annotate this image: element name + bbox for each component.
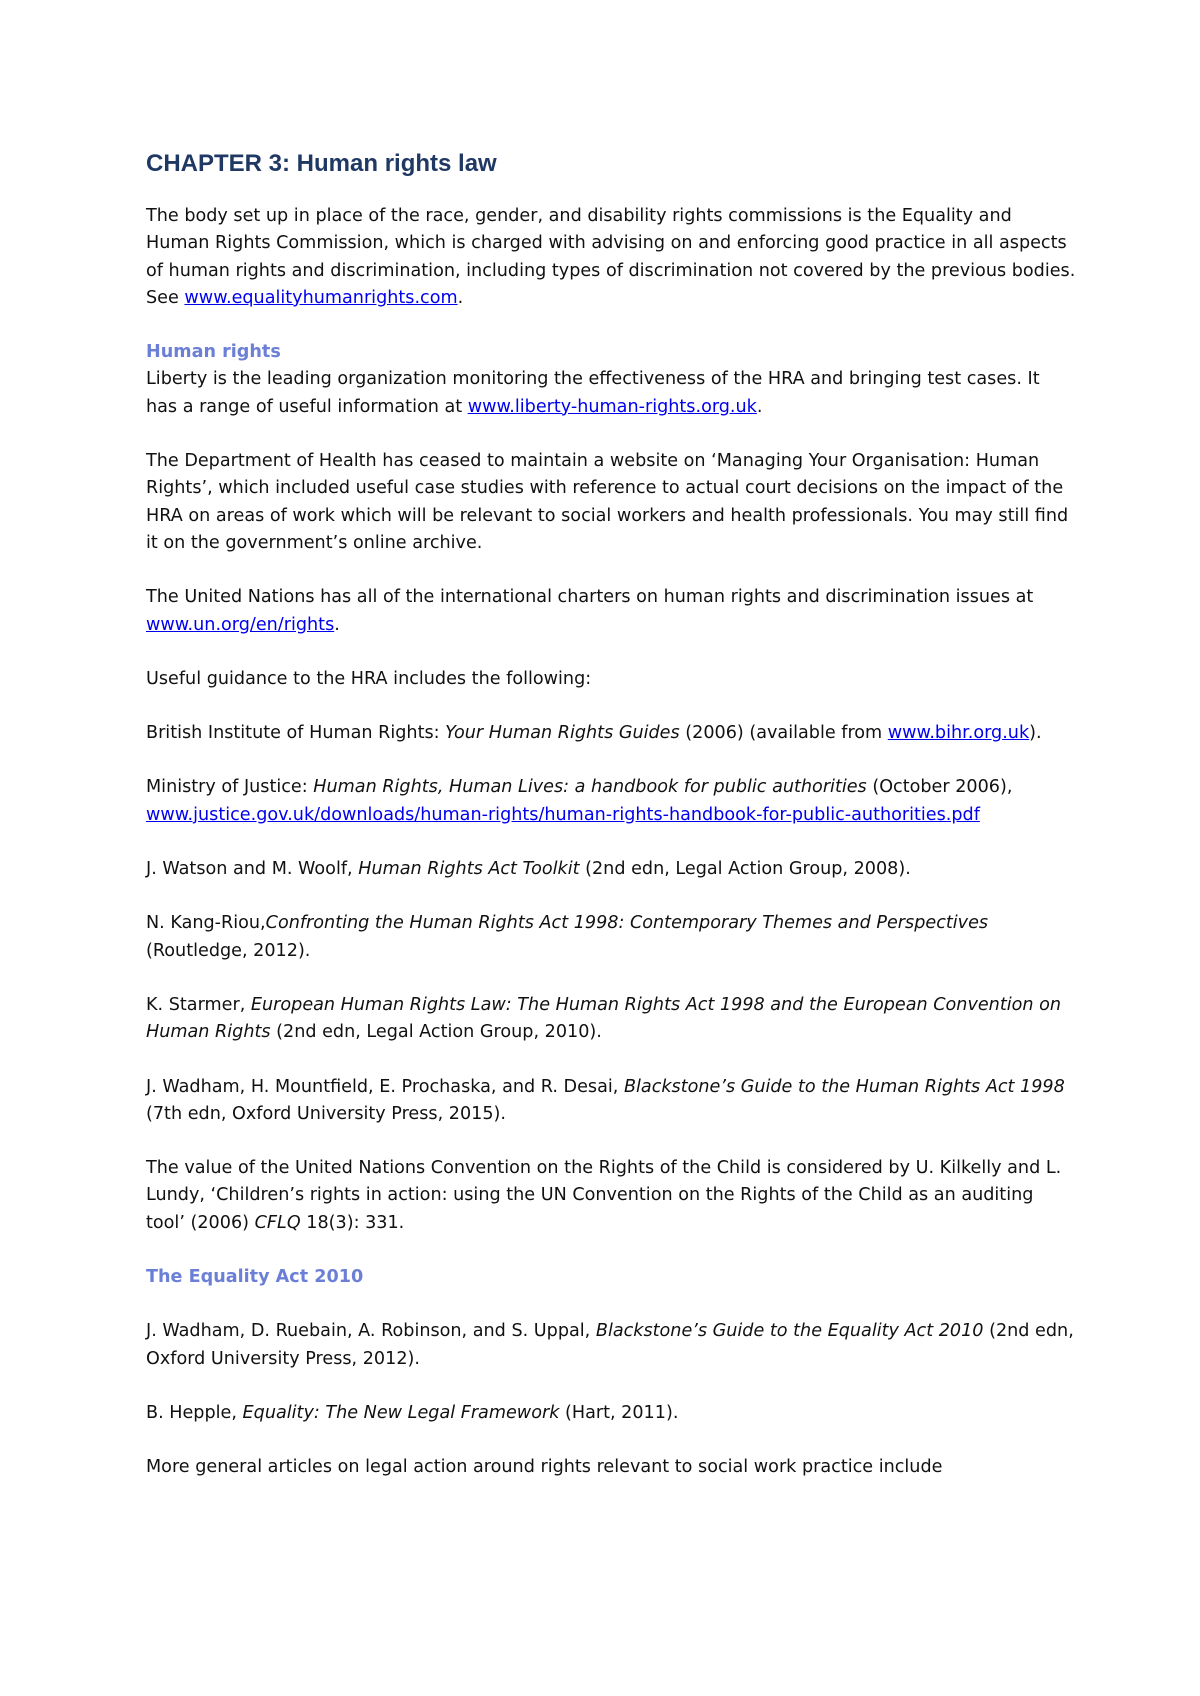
starmer-details: (2nd edn, Legal Action Group, 2010). — [270, 1022, 602, 1043]
watson-author: J. Watson and M. Woolf, — [146, 859, 359, 880]
uncrc-journal: CFLQ — [254, 1212, 301, 1233]
uncrc-details: 18(3): 331. — [300, 1212, 405, 1233]
starmer-reference — [146, 992, 1076, 1047]
wadham-hra-title: Blackstone’s Guide to the Human Rights Act 1998 — [623, 1076, 1065, 1097]
liberty-paragraph — [146, 366, 1076, 421]
uncrc-text: The value of the United Nations Convention on the Rights of the Child is considered by U. Kilkelly and L. Lundy, ‘Children’s rights in action: using the UN Convention on the Rights of the Child as an auditing tool’ (2006) — [146, 1158, 1062, 1233]
intro-paragraph — [146, 203, 1076, 312]
watson-details: (2nd edn, Legal Action Group, 2008). — [579, 859, 911, 880]
kang-author: N. Kang-Riou, — [146, 913, 266, 934]
liberty-text: Liberty is the leading organization monitoring the effectiveness of the HRA and bringing test cases. It has a range of useful information at — [146, 369, 1040, 417]
watson-title: Human Rights Act Toolkit — [358, 859, 580, 880]
kang-reference — [146, 910, 1076, 965]
bihr-link[interactable]: www.bihr.org.uk — [887, 723, 1030, 744]
wadham-equality-reference — [146, 1318, 1076, 1373]
moj-author: Ministry of Justice: — [146, 777, 314, 798]
wadham-hra-details: (7th edn, Oxford University Press, 2015). — [146, 1103, 506, 1124]
hepple-details: (Hart, 2011). — [559, 1402, 679, 1423]
bihr-end: ). — [1029, 723, 1042, 744]
chapter-title: CHAPTER 3: Human rights law — [146, 150, 497, 177]
starmer-author: K. Starmer, — [146, 994, 251, 1015]
uncrc-paragraph — [146, 1155, 1076, 1237]
closing-paragraph: More general articles on legal action around rights relevant to social work practice include — [146, 1457, 943, 1478]
wadham-equality-details: (2nd edn, Oxford University Press, 2012). — [146, 1321, 1074, 1369]
guidance-intro: Useful guidance to the HRA includes the following: — [146, 668, 592, 689]
wadham-hra-reference — [146, 1074, 1076, 1129]
hepple-author: B. Hepple, — [146, 1402, 243, 1423]
moj-details: (October 2006), — [866, 777, 1013, 798]
wadham-equality-title: Blackstone’s Guide to the Equality Act 2010 — [595, 1321, 984, 1342]
moj-link[interactable]: www.justice.gov.uk/downloads/human-rights/human-rights-handbook-for-public-authorities.pdf — [146, 804, 980, 825]
intro-text: The body set up in place of the race, gender, and disability rights commissions is the Equality and Human Rights Commission, which is charged with advising on and enforcing good practice in all aspects of human rights and discrimination, including types of discrimination not covered by the previous bodies. See — [146, 206, 1076, 308]
un-link[interactable]: www.un.org/en/rights — [146, 614, 335, 635]
equality-act-heading: The Equality Act 2010 — [146, 1267, 364, 1288]
ehrc-link[interactable]: www.equalityhumanrights.com — [184, 287, 458, 308]
intro-after: . — [457, 287, 464, 308]
liberty-after: . — [756, 396, 763, 417]
kang-title: Confronting the Human Rights Act 1998: Contemporary Themes and Perspectives — [265, 913, 989, 934]
liberty-link[interactable]: www.liberty-human-rights.org.uk — [467, 396, 757, 417]
bihr-title: Your Human Rights Guides — [445, 723, 680, 744]
moj-reference — [146, 774, 1076, 829]
document-page — [146, 148, 1076, 1509]
kang-details: (Routledge, 2012). — [146, 940, 311, 961]
bihr-details: (2006) (available from — [679, 723, 888, 744]
wadham-hra-author: J. Wadham, H. Mountfield, E. Prochaska, and R. Desai, — [146, 1076, 624, 1097]
moj-title: Human Rights, Human Lives: a handbook for public authorities — [313, 777, 867, 798]
bihr-reference — [146, 720, 1076, 747]
un-after: . — [334, 614, 340, 635]
un-paragraph — [146, 584, 1076, 639]
human-rights-heading: Human rights — [146, 342, 281, 363]
bihr-author: British Institute of Human Rights: — [146, 723, 446, 744]
un-text: The United Nations has all of the international charters on human rights and discrimination issues at — [146, 587, 1034, 608]
hepple-title: Equality: The New Legal Framework — [242, 1402, 560, 1423]
starmer-title: European Human Rights Law: The Human Rights Act 1998 and the European Convention on Human Rights — [146, 994, 1062, 1043]
hepple-reference — [146, 1400, 1076, 1427]
wadham-equality-author: J. Wadham, D. Ruebain, A. Robinson, and S. Uppal, — [146, 1321, 596, 1342]
watson-reference — [146, 856, 1076, 883]
doh-paragraph: The Department of Health has ceased to maintain a website on ‘Managing Your Organisation: Human Rights’, which included useful case studies with reference to actual court decisions on the impact of the HRA on areas of work which will be relevant to social workers and health professionals. You may still find it on the government’s online archive. — [146, 451, 1069, 553]
